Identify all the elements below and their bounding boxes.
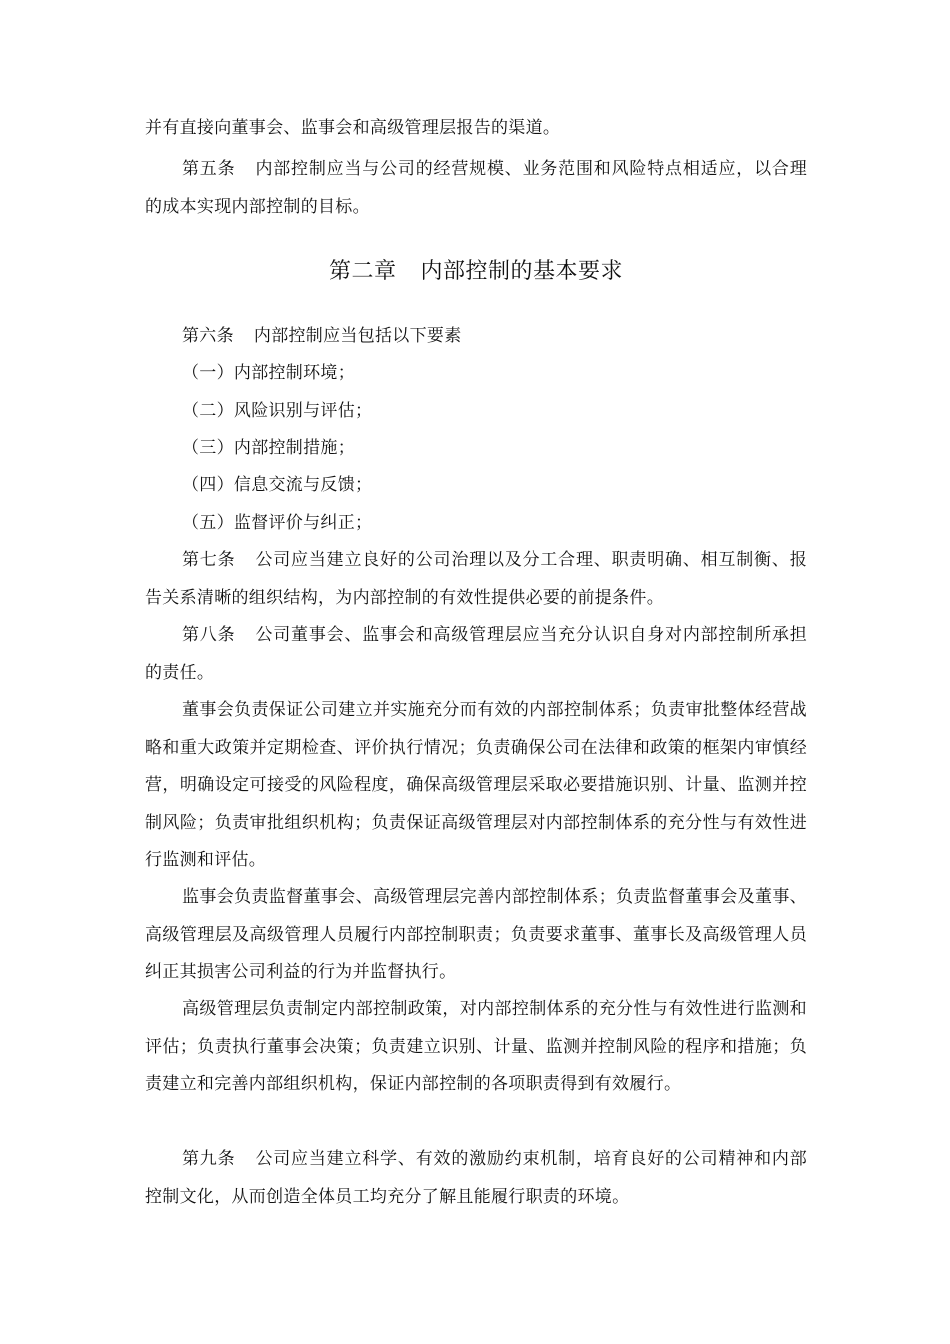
article-text: 内部控制应当包括以下要素 <box>253 326 462 346</box>
list-item-text: （五）监督评价与纠正； <box>182 513 373 533</box>
article-label: 第七条 <box>182 550 236 570</box>
article-label: 第六条 <box>182 326 234 346</box>
list-item <box>182 355 802 393</box>
article-text: 公司应当建立良好的公司治理以及分工合理、职责明确、相互制衡、报告关系清晰的组织结构，为内部控制的有效性提供必要的前提条件。 <box>145 550 807 608</box>
article-text: 公司董事会、监事会和高级管理层应当充分认识自身对内部控制所承担的责任。 <box>145 625 807 683</box>
paragraph-text: 董事会负责保证公司建立并实施充分而有效的内部控制体系；负责审批整体经营战略和重大政策并定期检查、评价执行情况；负责确保公司在法律和政策的框架内审慎经营，明确设定可接受的风险程度，确保高级管理层采取必要措施识别、计量、监测并控制风险；负责审批组织机构；负责保证高级管理层对内部控制体系的充分性与有效性进行监测和评估。 <box>145 700 807 870</box>
list-item <box>182 505 802 543</box>
paragraph-text: 并有直接向董事会、监事会和高级管理层报告的渠道。 <box>145 118 561 138</box>
list-item-text: （二）风险识别与评估； <box>182 401 373 421</box>
article-5 <box>145 151 807 226</box>
list-item <box>182 393 802 431</box>
list-item <box>182 430 802 468</box>
list-item <box>182 467 802 505</box>
paragraph-text: 高级管理层负责制定内部控制政策，对内部控制体系的充分性与有效性进行监测和评估；负责执行董事会决策；负责建立识别、计量、监测并控制风险的程序和措施；负责建立和完善内部组织机构，保证内部控制的各项职责得到有效履行。 <box>145 999 807 1094</box>
article-8 <box>145 617 807 692</box>
list-item-text: （三）内部控制措施； <box>182 438 355 458</box>
list-item-text: （四）信息交流与反馈； <box>182 475 373 495</box>
chapter-heading <box>145 254 807 285</box>
article-label: 第五条 <box>182 159 236 179</box>
supervisors-duties-paragraph <box>145 879 807 992</box>
article-9 <box>145 1141 807 1216</box>
article-6 <box>145 318 807 356</box>
article-label: 第八条 <box>182 625 236 645</box>
paragraph-continuation <box>145 110 807 148</box>
list-item-text: （一）内部控制环境； <box>182 363 355 383</box>
paragraph-text: 监事会负责监督董事会、高级管理层完善内部控制体系；负责监督董事会及董事、高级管理层及高级管理人员履行内部控制职责；负责要求董事、董事长及高级管理人员纠正其损害公司利益的行为并监督执行。 <box>145 887 807 982</box>
chapter-number: 第二章 <box>328 259 397 284</box>
board-duties-paragraph <box>145 692 807 880</box>
chapter-title: 内部控制的基本要求 <box>420 259 624 284</box>
article-text: 内部控制应当与公司的经营规模、业务范围和风险特点相适应，以合理的成本实现内部控制的目标。 <box>145 159 807 217</box>
management-duties-paragraph <box>145 991 807 1104</box>
article-label: 第九条 <box>182 1149 236 1169</box>
article-text: 公司应当建立科学、有效的激励约束机制，培育良好的公司精神和内部控制文化，从而创造全体员工均充分了解且能履行职责的环境。 <box>145 1149 807 1207</box>
article-7 <box>145 542 807 617</box>
